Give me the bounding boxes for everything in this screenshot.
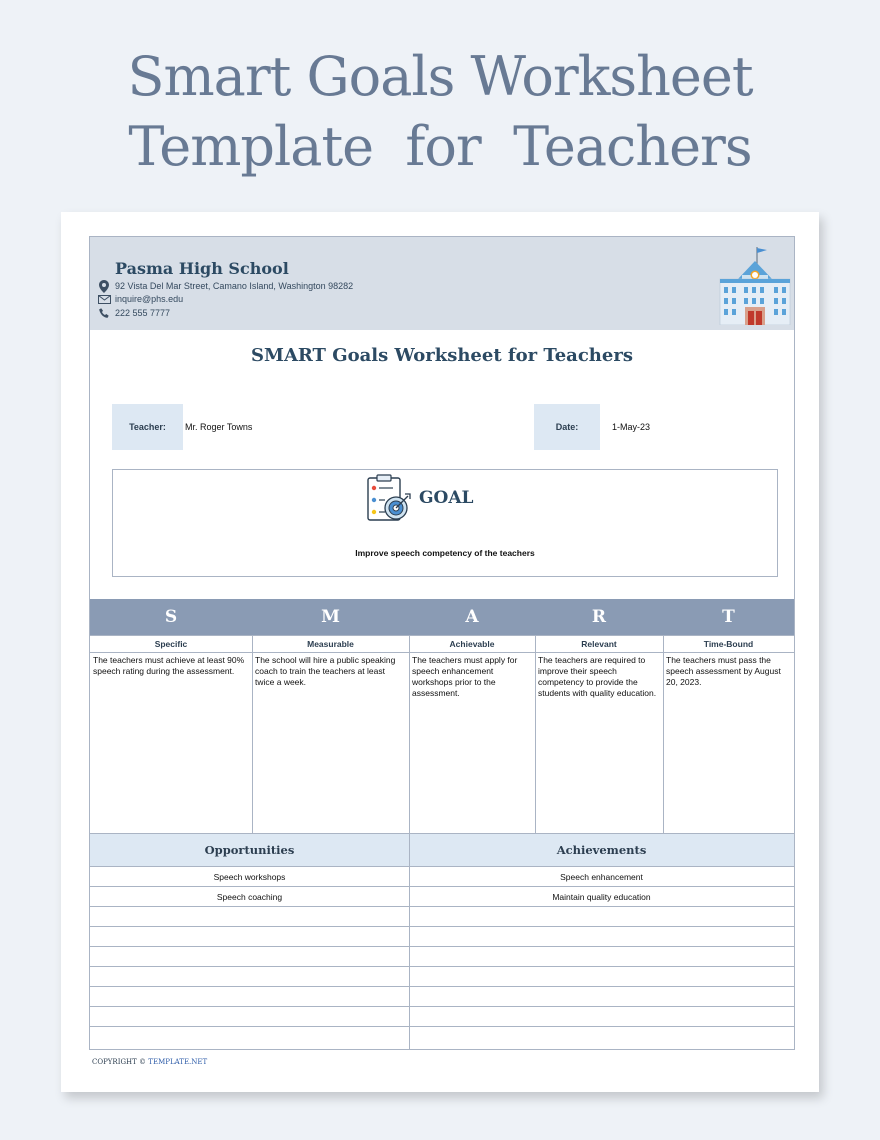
date-label: Date:	[534, 404, 600, 450]
school-phone: 222 555 7777	[115, 308, 171, 318]
opportunity-row	[90, 947, 409, 967]
school-email[interactable]: inquire@phs.edu	[115, 294, 184, 304]
teacher-label: Teacher:	[112, 404, 183, 450]
copyright-footer	[92, 1058, 207, 1066]
smart-letter-t: T	[722, 607, 735, 627]
column-divider	[409, 635, 410, 833]
achievement-row	[409, 907, 794, 927]
opportunities-header: Opportunities	[90, 833, 409, 867]
achievement-row	[409, 947, 794, 967]
opportunity-row	[90, 927, 409, 947]
address-line	[97, 279, 353, 293]
smart-body-achievable: The teachers must apply for speech enhancement workshops prior to the assessment.	[412, 655, 518, 698]
school-name: Pasma High School	[115, 259, 289, 278]
achievement-row: Maintain quality education	[409, 887, 794, 907]
achievement-row: Speech enhancement	[409, 867, 794, 887]
location-pin-icon	[97, 279, 111, 293]
goal-heading: GOAL	[419, 488, 474, 508]
achievement-row	[409, 987, 794, 1007]
smart-letter-band	[90, 599, 794, 635]
school-address: 92 Vista Del Mar Street, Camano Island, Washington 98282	[115, 281, 354, 291]
copyright-text: COPYRIGHT ©	[92, 1058, 147, 1066]
opportunity-row	[90, 987, 409, 1007]
achievement-row	[409, 967, 794, 987]
opportunity-row	[90, 967, 409, 987]
achievement-row	[409, 1007, 794, 1027]
page-title	[0, 42, 880, 182]
smart-body-specific: The teachers must achieve at least 90% speech rating during the assessment.	[93, 655, 245, 676]
opportunity-row	[90, 1027, 409, 1047]
smart-letter-s: S	[164, 607, 178, 627]
smart-letter-m: M	[321, 607, 340, 627]
worksheet-title: SMART Goals Worksheet for Teachers	[251, 345, 633, 366]
phone-line	[97, 306, 170, 320]
smart-header-specific: Specific	[90, 635, 252, 653]
column-divider	[252, 635, 253, 833]
achievement-row	[409, 927, 794, 947]
smart-header-relevant: Relevant	[535, 635, 663, 653]
smart-body-time-bound: The teachers must pass the speech assessment by August 20, 2023.	[666, 655, 781, 687]
opportunity-row	[90, 1007, 409, 1027]
opportunity-row: Speech workshops	[90, 867, 409, 887]
worksheet-sheet	[61, 212, 819, 1092]
school-building-icon	[718, 245, 792, 325]
smart-header-achievable: Achievable	[409, 635, 535, 653]
envelope-icon	[97, 292, 111, 306]
opportunity-row	[90, 907, 409, 927]
page-title-line-2: Template for Teachers	[128, 115, 752, 178]
smart-header-time-bound: Time-Bound	[663, 635, 794, 653]
smart-body-relevant: The teachers are required to improve their speech competency to provide the students with quality education.	[538, 655, 657, 698]
achievements-header: Achievements	[409, 833, 794, 867]
column-divider	[535, 635, 536, 833]
date-value: 1-May-23	[612, 422, 651, 432]
opportunity-row: Speech coaching	[90, 887, 409, 907]
school-header	[90, 237, 794, 330]
smart-body-measurable: The school will hire a public speaking coach to train the teachers at least twice a week.	[255, 655, 396, 687]
template-net-link[interactable]: TEMPLATE.NET	[148, 1058, 208, 1066]
smart-letter-a: A	[465, 607, 479, 627]
teacher-value: Mr. Roger Towns	[185, 422, 253, 432]
goal-box	[112, 469, 778, 577]
email-line	[97, 292, 183, 306]
goal-target-clipboard-icon	[365, 474, 411, 524]
column-divider	[409, 833, 410, 1049]
achievement-row	[409, 1027, 794, 1047]
column-divider	[663, 635, 664, 833]
phone-icon	[97, 306, 111, 320]
smart-letter-r: R	[591, 607, 607, 627]
goal-text: Improve speech competency of the teachers	[355, 548, 535, 558]
smart-header-measurable: Measurable	[252, 635, 409, 653]
worksheet-frame	[89, 236, 795, 1050]
page-title-line-1: Smart Goals Worksheet	[127, 45, 753, 108]
